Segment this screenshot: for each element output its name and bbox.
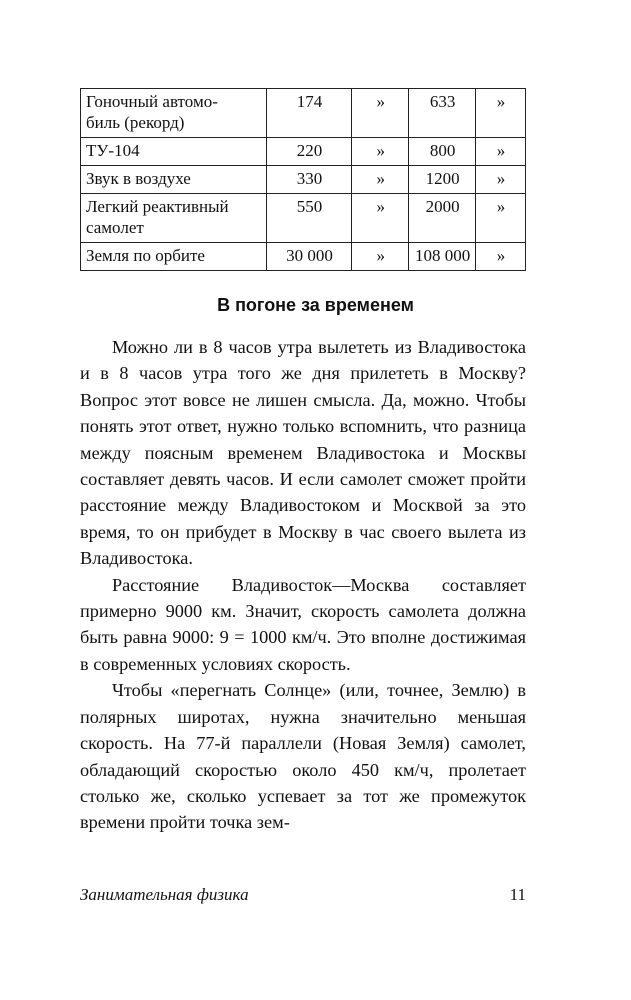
vehicle-name-cell	[81, 194, 267, 243]
table-row	[81, 194, 526, 243]
speed-ms-cell: 550	[266, 194, 352, 243]
table-row	[81, 138, 526, 166]
paragraph: Чтобы «перегнать Солнце» (или, точнее, Землю) в полярных широтах, нужна значительно меньшая скорость. На 77-й параллели (Новая Земля) самолет, обладающий скоростью около 450 км/ч, пролетает столько же, сколько успевает за тот же промежуток времени пройти точка зем-	[80, 680, 526, 833]
ditto-cell: »	[476, 194, 526, 243]
speed-kmh-cell: 108 000	[409, 243, 476, 271]
body-text	[80, 334, 526, 836]
speed-kmh-cell: 800	[409, 138, 476, 166]
speed-kmh-cell: 2000	[409, 194, 476, 243]
ditto-cell: »	[352, 194, 409, 243]
speed-ms-cell: 330	[266, 166, 352, 194]
ditto-cell: »	[476, 166, 526, 194]
vehicle-name-line-1: Гоночный автомо-	[86, 92, 218, 111]
ditto-cell: »	[476, 243, 526, 271]
table-row	[81, 89, 526, 138]
section-heading: В погоне за временем	[217, 295, 414, 315]
ditto-cell: »	[476, 138, 526, 166]
vehicle-name-line-1: Легкий реактивный	[86, 197, 229, 216]
speed-kmh-cell: 1200	[409, 166, 476, 194]
ditto-cell: »	[476, 89, 526, 138]
running-footer-title: Занимательная физика	[80, 885, 249, 904]
speed-ms-cell: 220	[266, 138, 352, 166]
table-row	[81, 243, 526, 271]
vehicle-name-cell: Звук в воздухе	[81, 166, 267, 194]
table-row	[81, 166, 526, 194]
vehicle-name-cell: ТУ-104	[81, 138, 267, 166]
speed-table	[80, 88, 526, 271]
vehicle-name-cell	[81, 89, 267, 138]
speed-kmh-cell: 633	[409, 89, 476, 138]
vehicle-name-line-2: биль (рекорд)	[86, 113, 185, 132]
page-number: 11	[509, 885, 526, 904]
ditto-cell: »	[352, 243, 409, 271]
speed-ms-cell: 174	[266, 89, 352, 138]
vehicle-name-line-2: самолет	[86, 218, 144, 237]
ditto-cell: »	[352, 138, 409, 166]
ditto-cell: »	[352, 89, 409, 138]
ditto-cell: »	[352, 166, 409, 194]
paragraph: Расстояние Владивосток—Москва составляет примерно 9000 км. Значит, скорость самолета должна быть равна 9000: 9 = 1000 км/ч. Это вполне достижимая в современных условиях скорость.	[80, 574, 526, 674]
speed-ms-cell: 30 000	[266, 243, 352, 271]
vehicle-name-cell: Земля по орбите	[81, 243, 267, 271]
paragraph: Можно ли в 8 часов утра вылететь из Владивостока и в 8 часов утра того же дня прилететь в Москву? Вопрос этот вовсе не лишен смысла. Да, можно. Чтобы понять этот ответ, нужно только вспомнить, что разница между поясным временем Владивостока и Москвы составляет девять часов. И если самолет сможет пройти расстояние между Владивостоком и Москвой за это время, то он прибудет в Москву в час своего вылета из Владивостока.	[80, 337, 526, 569]
